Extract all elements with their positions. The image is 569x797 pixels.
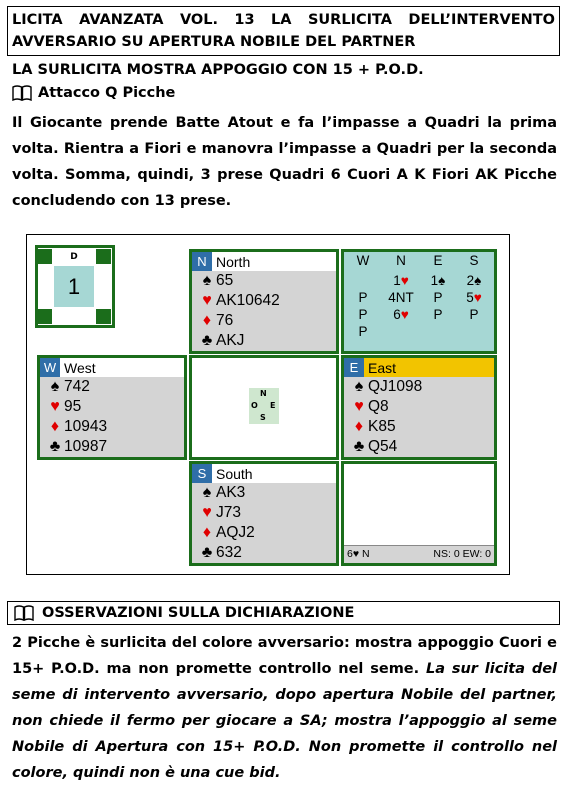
diamond-icon: ♦ (202, 312, 212, 329)
spade-icon: ♠ (50, 378, 60, 395)
result-panel (341, 461, 497, 566)
east-hand (341, 355, 497, 460)
bid-call: 1♠ (430, 273, 446, 288)
east-diamonds: K85 (368, 418, 396, 435)
lead-line (12, 85, 175, 101)
south-name: South (216, 465, 253, 482)
heart-icon: ♥ (202, 292, 212, 309)
west-diamonds: 10943 (64, 418, 108, 435)
board-frame (35, 245, 115, 328)
bid-header: S (469, 253, 479, 268)
club-icon: ♣ (49, 438, 61, 455)
diamond-icon: ♦ (202, 524, 212, 541)
west-clubs: 10987 (64, 438, 108, 455)
bid-call: P (433, 290, 443, 305)
bid-header: N (396, 253, 406, 268)
west-spades: 742 (64, 378, 90, 395)
north-hand (189, 249, 339, 354)
south-badge: S (192, 464, 212, 483)
score-label: NS: 0 EW: 0 (433, 548, 491, 560)
west-hand (37, 355, 187, 460)
south-diamonds: AQJ2 (216, 524, 255, 541)
spade-icon: ♠ (354, 378, 364, 395)
bid-call: P (358, 324, 368, 339)
east-badge: E (344, 358, 364, 377)
west-badge: W (40, 358, 60, 377)
south-hand (189, 461, 339, 566)
diamond-icon: ♦ (354, 418, 364, 435)
bid-call: P (358, 290, 368, 305)
observations-normal: 2 Picche è surlicita del colore avversario: mostra appoggio Cuori e 15+ P.O.D. ma non promette controllo nel seme. (12, 635, 557, 677)
bid-call: P (433, 307, 443, 322)
book-icon (14, 605, 34, 621)
north-badge: N (192, 252, 212, 271)
bid-header: E (433, 253, 443, 268)
diamond-icon: ♦ (50, 418, 60, 435)
bridge-diagram (26, 234, 510, 575)
bid-call: 5♥ (466, 290, 482, 305)
observations-italic: La sur licita del seme di intervento avversario, dopo apertura Nobile del partner, non chiede il fermo per giocare a SA; mostra l’appoggio al seme Nobile di Apertura con 15+ P.O.D. Non promette il controllo nel colore, quindi non è una cue bid. (12, 661, 557, 781)
compass-o: O (251, 401, 258, 410)
dealer-label: D (70, 252, 78, 262)
observations-text (12, 630, 557, 786)
heart-icon: ♥ (202, 504, 212, 521)
south-hearts: J73 (216, 504, 241, 521)
east-clubs: Q54 (368, 438, 398, 455)
heart-icon: ♥ (50, 398, 60, 415)
observations-title: OSSERVAZIONI SULLA DICHIARAZIONE (42, 605, 355, 621)
document-title: LICITA AVANZATA VOL. 13 LA SURLICITA DELL’INTERVENTO AVVERSARIO SU APERTURA NOBILE DEL PARTNER (7, 6, 560, 56)
play-description: Il Giocante prende Batte Atout e fa l’impasse a Quadri la prima volta. Rientra a Fiori e manovra l’impasse a Quadri per la seconda volta. Somma, quindi, 3 prese Quadri 6 Cuori A K Fiori AK Picche concludendo con 13 prese. (12, 115, 557, 209)
east-hearts: Q8 (368, 398, 389, 415)
south-spades: AK3 (216, 484, 246, 501)
club-icon: ♣ (353, 438, 365, 455)
north-name: North (216, 253, 251, 270)
compass (249, 388, 279, 424)
bid-call: P (469, 307, 479, 322)
spade-icon: ♠ (202, 272, 212, 289)
lead-text: Attacco Q Picche (38, 85, 176, 101)
compass-e: E (270, 401, 276, 410)
club-icon: ♣ (201, 544, 213, 561)
north-clubs: AKJ (216, 332, 245, 349)
bid-call: P (358, 307, 368, 322)
bidding-table (341, 249, 497, 354)
compass-n: N (260, 389, 267, 398)
bid-call: 2♠ (466, 273, 482, 288)
book-icon (12, 85, 32, 101)
bid-call: 4NT (388, 290, 414, 305)
east-name: East (368, 359, 397, 376)
west-name: West (64, 359, 96, 376)
bid-header: W (356, 253, 370, 268)
north-spades: 65 (216, 272, 234, 289)
club-icon: ♣ (201, 332, 213, 349)
south-clubs: 632 (216, 544, 242, 561)
bid-call: 6♥ (393, 307, 409, 322)
subtitle: LA SURLICITA MOSTRA APPOGGIO CON 15 + P.O.D. (12, 62, 424, 78)
table-center (189, 355, 339, 460)
east-spades: QJ1098 (368, 378, 423, 395)
bid-call: 1♥ (393, 273, 409, 288)
compass-s: S (260, 413, 266, 422)
heart-icon: ♥ (354, 398, 364, 415)
spade-icon: ♠ (202, 484, 212, 501)
contract-label: 6♥ N (347, 548, 370, 560)
north-diamonds: 76 (216, 312, 234, 329)
observations-heading (7, 601, 560, 625)
west-hearts: 95 (64, 398, 82, 415)
north-hearts: AK10642 (216, 292, 280, 309)
board-number: 1 (54, 266, 94, 307)
